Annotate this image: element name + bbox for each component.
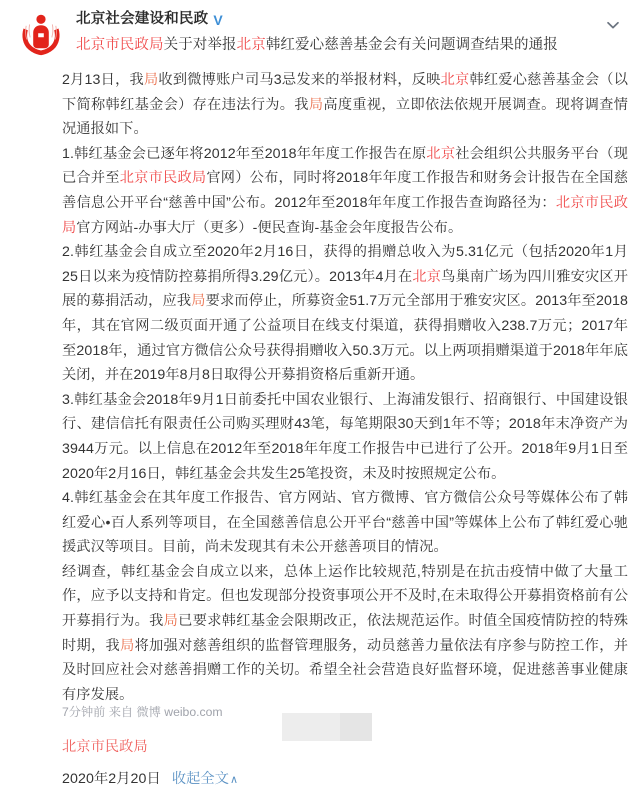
post-footer (0, 695, 640, 741)
content-text-run: 1.韩红基金会已逐年将2012年至2018年年度工作报告在原 (62, 145, 427, 162)
content-text-run: 将加强对慈善组织的监督管理服务，动员慈善力量依法有序参与防控工作，并及时回应社会对慈善捐赠工作的关切。希望全社会营造良好监督环境，促进慈善事业健康有序发展。 (62, 637, 628, 703)
title-highlight-run[interactable]: 北京市民政局 (76, 37, 164, 53)
content-text-run: 3.韩红基金会2018年9月1日前委托中国农业银行、上海浦发银行、招商银行、中国建设银行、建信信托有限责任公司购买理财43笔，每笔期限30天到1年不等；2018年末净资产为3944万元。以上信息在2012年至2018年年度工作报告中已进行了公开。2018年9月1日至2020年2月16日，韩红基金会共发生25笔投资，未及时按照规定公布。 (62, 391, 628, 482)
avatar-image (18, 11, 64, 57)
content-text-run: 社会组织公共服务平台（现已合并至 (62, 145, 628, 187)
redacted-region-secondary (340, 713, 372, 741)
content-text-run: 已要求韩红基金会限期改正，依法规范运作。时值全国疫情防控的特殊时期，我 (62, 613, 629, 654)
header-text-block (76, 9, 626, 56)
content-text-run: 2月13日，我 (62, 72, 144, 88)
content-text-run: 官网）公布，同时将2018年年度工作报告和财务会计报告在全国慈善信息公开平台“慈善中国”公布。2012年至2018年年度工作报告查询路径为： (62, 170, 628, 211)
chevron-down-icon[interactable] (604, 16, 622, 34)
source-name[interactable]: 微博 (136, 705, 161, 719)
account-line (76, 10, 626, 29)
post-header (0, 0, 640, 60)
post-paragraph (62, 68, 628, 142)
content-text-run: 韩红爱心慈善基金会（以下简称韩红基金会）存在违法行为。我 (62, 72, 628, 113)
content-highlight-run[interactable]: 北京市民政局 (119, 170, 207, 187)
content-text-run: 收到微博账户司马3忌发来的举报材料，反映 (158, 72, 441, 88)
title-text-run: 韩红爱心慈善基金会有关问题调查结果的通报 (265, 37, 558, 53)
content-text-run: 要求而停止，所募资金51.7万元全部用于雅安灾区。2013年至2018年，其在官网二级页面开通了公益项目在线支付渠道，获得捐赠收入238.7万元；2017年至2018年，通过官方微信公众号获得捐赠收入50.3万元。以上两项捐赠渠道于2018年年底关闭，并在2019年8月8日取得公开募捐资格后重新开通。 (62, 293, 628, 384)
source-url[interactable]: weibo.com (164, 705, 223, 719)
content-highlight-run[interactable]: 局 (163, 613, 179, 630)
content-text-run: 鸟巢南广场为四川雅安灾区开展的募捐活动，应我 (62, 268, 628, 310)
signature-name: 北京市民政局 (62, 739, 148, 756)
content-highlight-run[interactable]: 局 (143, 72, 159, 88)
content-highlight-run[interactable]: 北京 (440, 72, 470, 88)
content-text-run: 官方网站-办事大厅（更多）-便民查询-基金会年度报告公布。 (76, 219, 463, 236)
post-paragraph (62, 388, 628, 486)
content-text-run: 4.韩红基金会在其年度工作报告、官方网站、官方微博、官方微信公众号等媒体公布了韩红爱心•百人系列等项目，在全国慈善信息公开平台“慈善中国”等媒体上公布了韩红爱心驰援武汉等项目。目前，尚未发现其有未公开慈善项目的情况。 (62, 490, 628, 556)
avatar[interactable] (18, 11, 64, 57)
content-highlight-run[interactable]: 局 (120, 637, 135, 654)
post-paragraph (62, 142, 628, 240)
post-timestamp: 7分钟前 (62, 705, 106, 719)
content-highlight-run[interactable]: 局 (308, 96, 324, 113)
content-highlight-run[interactable]: 北京 (426, 145, 456, 162)
content-highlight-run[interactable]: 局 (191, 293, 206, 310)
source-prefix: 来自 (108, 705, 134, 719)
post-paragraph (62, 240, 628, 388)
content-text-run: 经调查，韩红基金会自成立以来，总体上运作比较规范,特别是在抗击疫情中做了大量工作，应予以支持和肯定。但也发现部分投资事项公开不及时,在未取得公开募捐资格前有公开募捐行为。我 (62, 563, 628, 630)
content-highlight-run[interactable]: 北京 (412, 268, 442, 285)
content-text-run: 高度重视，立即依法依规开展调查。现将调查情况通报如下。 (62, 96, 628, 138)
post-paragraph (62, 486, 628, 560)
content-text-run: 2.韩红基金会自成立至2020年2月16日，获得的捐赠总收入为5.31亿元（包括2020年1月25日以来为疫情防控募捐所得3.29亿元）。2013年4月在 (62, 244, 628, 285)
post-paragraph (62, 560, 628, 708)
post-title-text (76, 37, 558, 53)
signature-date: 2020年2月20日 (62, 771, 161, 788)
collapse-fulltext-link[interactable] (172, 771, 238, 787)
title-text-run: 关于对举报 (163, 37, 237, 53)
collapse-caret-icon: ∧ (230, 774, 239, 787)
verified-badge-icon: V (213, 11, 223, 28)
title-highlight-run[interactable]: 北京 (236, 37, 266, 53)
collapse-fulltext-label: 收起全文 (171, 771, 229, 788)
post-content (0, 60, 640, 707)
content-highlight-run[interactable]: 北京市民政局 (62, 194, 628, 236)
account-name[interactable]: 北京社会建设和民政 (76, 11, 209, 27)
page-title (76, 35, 626, 56)
signature-date-line (62, 768, 628, 791)
